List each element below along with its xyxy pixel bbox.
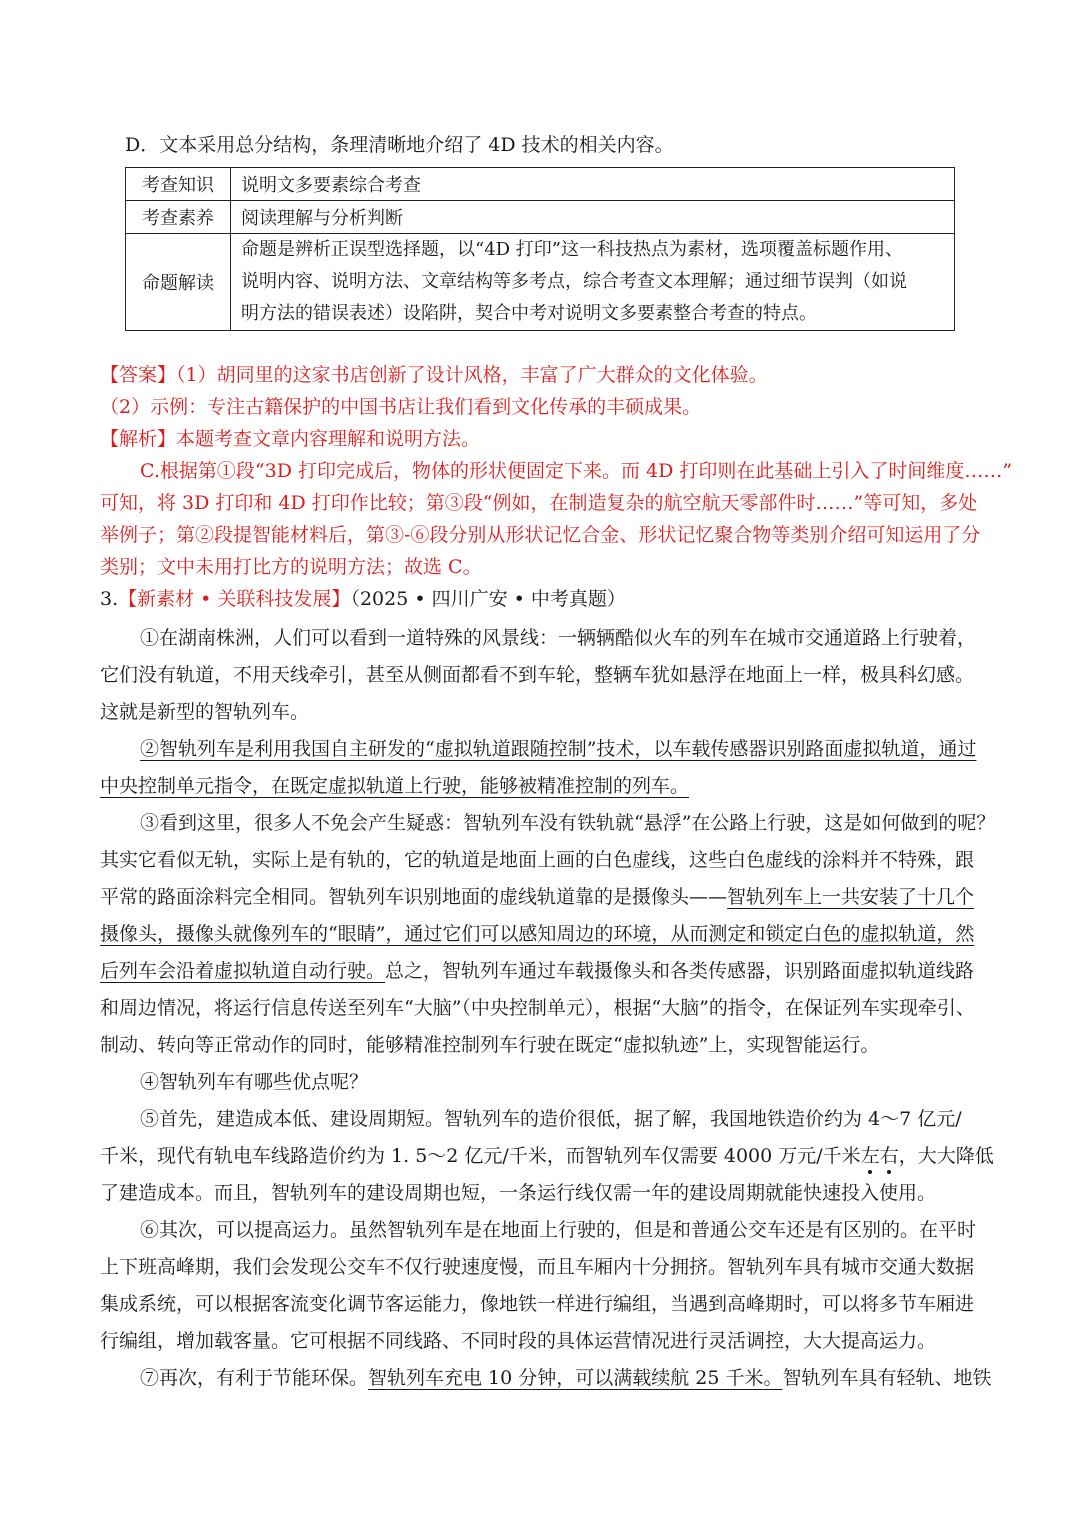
article-text: 总之，智轨列车通过车载摄像头和各类传感器，识别路面虚拟轨道线路 (385, 960, 975, 982)
article-line: ③看到这里，很多人不免会产生疑惑：智轨列车没有铁轨就“悬浮”在公路上行驶，这是如何做到的呢？ (140, 812, 996, 834)
article-line: 这就是新型的智轨列车。 (100, 701, 310, 723)
article-line (100, 883, 974, 911)
article-text-underlined: 智轨列车上一共安装了十几个 (727, 886, 975, 908)
answer-line-2: （2）示例：专注古籍保护的中国书店让我们看到文化传承的丰硕成果。 (100, 396, 702, 418)
article-line: ⑤首先，建造成本低、建设周期短。智轨列车的造价很低，据了解，我国地铁造价约为 4～7 亿元/ (140, 1108, 962, 1130)
table-row (126, 234, 955, 331)
article-text-underlined: 智轨列车充电 10 分钟，可以满载续航 25 千米。 (368, 1367, 783, 1389)
article-line: 上下班高峰期，我们会发现公交车不仅行驶速度慢，而且车厢内十分拥挤。智轨列车具有城市交通大数据 (100, 1256, 975, 1278)
article-text: ⑦再次，有利于节能环保。 (140, 1367, 369, 1389)
article-line-underlined: 摄像头，摄像头就像列车的“眼睛”，通过它们可以感知周边的环境，从而测定和锁定白色的虚拟轨道，然 (100, 923, 975, 945)
analysis-line: 举例子；第②段提智能材料后，第③-⑥段分别从形状记忆合金、形状记忆聚合物等类别介绍可知运用了分 (100, 524, 981, 546)
article-line: ①在湖南株洲，人们可以看到一道特殊的风景线：一辆辆酷似火车的列车在城市交通道路上行驶着， (140, 627, 977, 649)
table-row (126, 168, 955, 201)
article-line: 制动、转向等正常动作的同时，能够精准控制列车行驶在既定“虚拟轨迹”上，实现智能运行。 (100, 1034, 880, 1056)
article-text-underlined: 后列车会沿着虚拟轨道自动行驶。 (100, 960, 386, 982)
article-line (100, 957, 974, 985)
article-line: 行编组，增加载客量。它可根据不同线路、不同时段的具体运营情况进行灵活调控，大大提高运力。 (100, 1330, 937, 1352)
article-line: ⑥其次，可以提高运力。虽然智轨列车是在地面上行驶的，但是和普通公交车还是有区别的。在平时 (140, 1219, 977, 1241)
article-line-underlined: ②智轨列车是利用我国自主研发的“虚拟轨道跟随控制”技术，以车载传感器识别路面虚拟轨道，通过 (140, 738, 977, 760)
question-number: 3. (100, 588, 119, 610)
article-line: 它们没有轨道，不用天线牵引，甚至从侧面都看不到车轮，整辆车犹如悬浮在地面上一样，极具科幻感。 (100, 664, 975, 686)
table-value-line: 明方法的错误表述）设陷阱，契合中考对说明文多要素整合考查的特点。 (241, 303, 817, 324)
article-line: 其实它看似无轨，实际上是有轨的，它的轨道是地面上画的白色虚线，这些白色虚线的涂料并不特殊，跟 (100, 849, 975, 871)
article-line: 和周边情况，将运行信息传送至列车“大脑”（中央控制单元），根据“大脑”的指令，在保证列车实现牵引、 (100, 997, 975, 1019)
emphasis-char: 左 (860, 1145, 880, 1167)
article-text: 千米，现代有轨电车线路造价约为 1. 5～2 亿元/千米，而智轨列车仅需要 4000 万元/千米 (100, 1145, 861, 1167)
table-value-line: 命题是辨析正误型选择题，以“4D 打印”这一科技热点为素材，选项覆盖标题作用、 (241, 239, 904, 260)
question-source: （2025 • 四川广安 • 中考真题） (350, 588, 626, 610)
question-3-heading (100, 585, 626, 613)
exam-info-table (125, 167, 955, 331)
question-tag: 【新素材 • 关联科技发展】 (118, 588, 351, 610)
article-line-underlined: 中央控制单元指令，在既定虚拟轨道上行驶，能够被精准控制的列车。 (100, 775, 690, 797)
article-line (100, 1142, 994, 1170)
analysis-line: C.根据第①段“3D 打印完成后，物体的形状便固定下来。而 4D 打印则在此基础上引入了时间维度……” (140, 460, 1013, 482)
table-label: 命题解读 (126, 234, 231, 331)
article-line: ④智轨列车有哪些优点呢？ (140, 1071, 369, 1093)
article-text: 平常的路面涂料完全相同。智轨列车识别地面的虚线轨道靠的是摄像头—— (100, 886, 728, 908)
article-text: ，大大降低 (898, 1145, 994, 1167)
article-line: 集成系统，可以根据客流变化调节客运能力，像地铁一样进行编组，当遇到高峰期时，可以将多节车厢进 (100, 1293, 975, 1315)
analysis-heading: 【解析】本题考查文章内容理解和说明方法。 (100, 428, 481, 450)
analysis-line: 类别；文中未用打比方的说明方法；故选 C。 (100, 556, 482, 578)
table-row (126, 201, 955, 234)
option-d: D．文本采用总分结构，条理清晰地介绍了 4D 技术的相关内容。 (125, 134, 674, 156)
answer-line-1: 【答案】（1）胡同里的这家书店创新了设计风格，丰富了广大群众的文化体验。 (100, 364, 768, 386)
table-value: 说明文多要素综合考查 (231, 168, 955, 201)
article-line: 了建造成本。而且，智轨列车的建设周期也短，一条运行线仅需一年的建设周期就能快速投入使用。 (100, 1182, 937, 1204)
table-value-line: 说明内容、说明方法、文章结构等多考点，综合考查文本理解；通过细节误判（如说 (241, 271, 907, 292)
emphasis-char: 右 (879, 1145, 899, 1167)
table-value (231, 234, 955, 331)
table-value: 阅读理解与分析判断 (231, 201, 955, 234)
analysis-line: 可知，将 3D 打印和 4D 打印作比较；第③段“例如，在制造复杂的航空航天零部件时……”等可知，多处 (100, 492, 978, 514)
table-label: 考查素养 (126, 201, 231, 234)
table-label: 考查知识 (126, 168, 231, 201)
article-line (140, 1364, 992, 1392)
article-text: 智轨列车具有轻轨、地铁 (782, 1367, 992, 1389)
